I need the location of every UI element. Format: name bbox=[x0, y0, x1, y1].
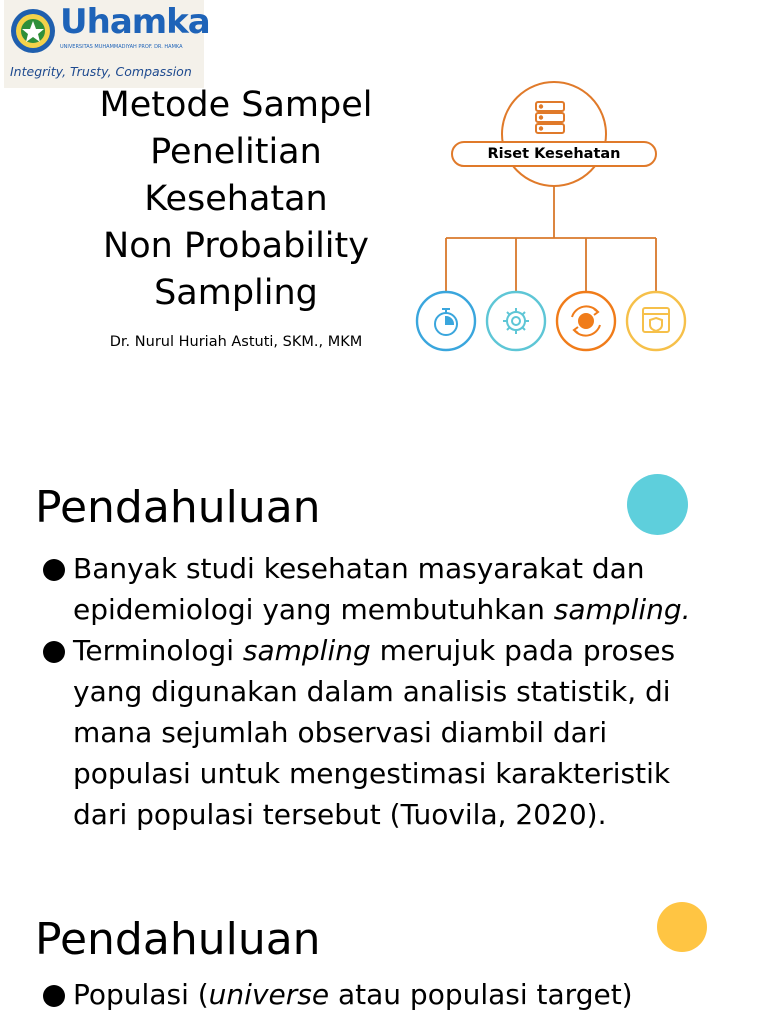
slide-heading: Pendahuluan bbox=[35, 482, 321, 533]
child-node-circle bbox=[487, 292, 545, 350]
bullet-line bbox=[73, 548, 743, 589]
text-run: epidemiologi yang membutuhkan bbox=[73, 593, 554, 626]
bullet-line bbox=[73, 794, 743, 835]
university-seal-icon bbox=[10, 8, 56, 54]
bullet-line bbox=[73, 671, 743, 712]
hierarchy-diagram bbox=[408, 76, 698, 366]
bullet-dot bbox=[43, 641, 65, 663]
text-run: dari populasi tersebut (Tuovila, 2020). bbox=[73, 798, 607, 831]
bullet-item bbox=[43, 974, 743, 1015]
italic-term: universe bbox=[208, 978, 330, 1011]
logo-tagline: Integrity, Trusty, Compassion bbox=[10, 64, 192, 79]
uhamka-logo bbox=[4, 0, 210, 88]
title-line: Penelitian bbox=[150, 132, 322, 172]
italic-term: sampling. bbox=[553, 593, 691, 626]
title-line: Non Probability bbox=[103, 226, 369, 266]
text-run: Terminologi bbox=[73, 634, 243, 667]
bullet-dot bbox=[43, 985, 65, 1007]
slide-title bbox=[40, 82, 432, 317]
text-run: Banyak studi kesehatan masyarakat dan bbox=[73, 552, 645, 585]
title-line: Kesehatan bbox=[144, 179, 328, 219]
bullet-item bbox=[43, 548, 743, 630]
title-line: Sampling bbox=[154, 273, 318, 313]
bullet-list bbox=[43, 548, 743, 835]
bullet-line bbox=[73, 974, 743, 1015]
italic-term: sampling bbox=[242, 634, 371, 667]
text-run: mana sejumlah observasi diambil dari bbox=[73, 716, 608, 749]
text-run: Populasi ( bbox=[73, 978, 209, 1011]
bullet-dot bbox=[43, 559, 65, 581]
decorative-circle bbox=[627, 474, 688, 535]
logo-wordmark: Uhamka bbox=[60, 2, 210, 42]
text-run: yang digunakan dalam analisis statistik, di bbox=[73, 675, 671, 708]
server-icon bbox=[536, 102, 564, 133]
logo-subtitle: UNIVERSITAS MUHAMMADIYAH PROF. DR. HAMKA bbox=[60, 44, 183, 50]
intro-slide-1 bbox=[0, 420, 768, 840]
author-name: Dr. Nurul Huriah Astuti, SKM., MKM bbox=[109, 334, 363, 350]
bullet-line bbox=[73, 712, 743, 753]
title-slide bbox=[0, 0, 768, 400]
bullet-item bbox=[43, 630, 743, 835]
intro-slide-2 bbox=[0, 860, 768, 1024]
bullet-line bbox=[73, 589, 743, 630]
root-node-label: Riset Kesehatan bbox=[487, 146, 621, 162]
slide-heading: Pendahuluan bbox=[35, 914, 321, 965]
child-node-circle bbox=[627, 292, 685, 350]
bullet-list bbox=[43, 974, 743, 1015]
bullet-line bbox=[73, 630, 743, 671]
text-run: populasi untuk mengestimasi karakteristik bbox=[73, 757, 671, 790]
text-run: merujuk pada proses bbox=[370, 634, 676, 667]
decorative-circle bbox=[657, 902, 707, 952]
title-line: Metode Sampel bbox=[99, 85, 373, 125]
bullet-line bbox=[73, 753, 743, 794]
connector-lines bbox=[446, 186, 656, 292]
text-run: atau populasi target) bbox=[329, 978, 633, 1011]
